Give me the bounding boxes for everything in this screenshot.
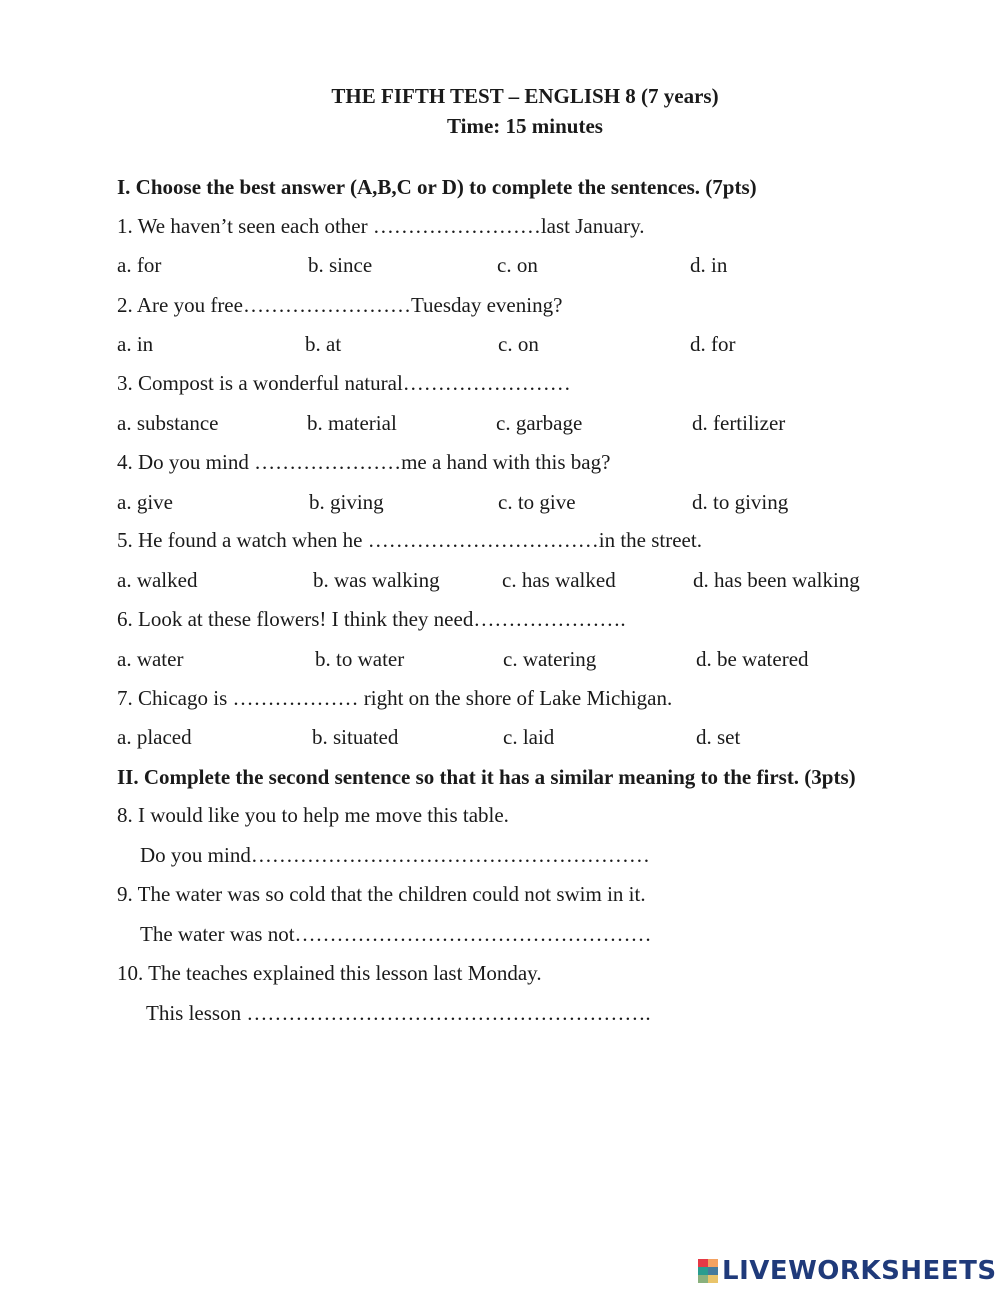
option-d[interactable]: d. be watered	[696, 647, 809, 671]
option-c[interactable]: c. has walked	[502, 568, 616, 592]
question-2: 2. Are you free……………………Tuesday evening?	[117, 293, 563, 317]
option-b[interactable]: b. at	[305, 332, 342, 356]
option-c[interactable]: c. on	[498, 332, 539, 356]
option-d[interactable]: d. to giving	[692, 490, 789, 514]
section-2-heading: II. Complete the second sentence so that it has a similar meaning to the first. (3pts)	[117, 765, 856, 789]
option-d[interactable]: d. fertilizer	[692, 411, 786, 435]
question-10: 10. The teaches explained this lesson last Monday.	[117, 961, 542, 985]
liveworksheets-logo-icon	[698, 1259, 718, 1283]
option-c[interactable]: c. to give	[498, 490, 576, 514]
question-5: 5. He found a watch when he ……………………………in the street.	[117, 528, 702, 552]
answer-9-input[interactable]: The water was not……………………………………………	[140, 922, 652, 946]
option-b[interactable]: b. material	[307, 411, 397, 435]
option-b[interactable]: b. was walking	[313, 568, 440, 592]
option-d[interactable]: d. in	[690, 253, 728, 277]
question-8: 8. I would like you to help me move this table.	[117, 803, 509, 827]
question-6: 6. Look at these flowers! I think they need………………….	[117, 607, 626, 631]
test-title: THE FIFTH TEST – ENGLISH 8 (7 years)	[331, 84, 719, 108]
option-c[interactable]: c. garbage	[496, 411, 583, 435]
question-7: 7. Chicago is ……………… right on the shore of Lake Michigan.	[117, 686, 673, 710]
option-c[interactable]: c. on	[497, 253, 538, 277]
question-1: 1. We haven’t seen each other ……………………last January.	[117, 214, 645, 238]
option-a[interactable]: a. placed	[117, 725, 192, 749]
option-b[interactable]: b. situated	[312, 725, 399, 749]
liveworksheets-logo	[698, 1256, 997, 1286]
option-a[interactable]: a. for	[117, 253, 162, 277]
logo-text: LIVEWORKSHEETS	[722, 1256, 997, 1286]
option-c[interactable]: c. watering	[503, 647, 597, 671]
question-3: 3. Compost is a wonderful natural……………………	[117, 371, 571, 395]
option-b[interactable]: b. to water	[315, 647, 405, 671]
option-a[interactable]: a. substance	[117, 411, 219, 435]
answer-8-input[interactable]: Do you mind…………………………………………………	[140, 843, 650, 867]
option-b[interactable]: b. since	[308, 253, 373, 277]
option-c[interactable]: c. laid	[503, 725, 555, 749]
option-b[interactable]: b. giving	[309, 490, 384, 514]
option-a[interactable]: a. give	[117, 490, 173, 514]
option-a[interactable]: a. in	[117, 332, 154, 356]
question-4: 4. Do you mind …………………me a hand with this bag?	[117, 450, 611, 474]
option-d[interactable]: d. set	[696, 725, 741, 749]
option-d[interactable]: d. has been walking	[693, 568, 860, 592]
question-9: 9. The water was so cold that the children could not swim in it.	[117, 882, 646, 906]
option-a[interactable]: a. water	[117, 647, 184, 671]
test-time: Time: 15 minutes	[447, 114, 603, 138]
answer-10-input[interactable]: This lesson ………………………………………………….	[146, 1001, 651, 1025]
option-a[interactable]: a. walked	[117, 568, 198, 592]
option-d[interactable]: d. for	[690, 332, 736, 356]
section-1-heading: I. Choose the best answer (A,B,C or D) to complete the sentences. (7pts)	[117, 175, 757, 199]
